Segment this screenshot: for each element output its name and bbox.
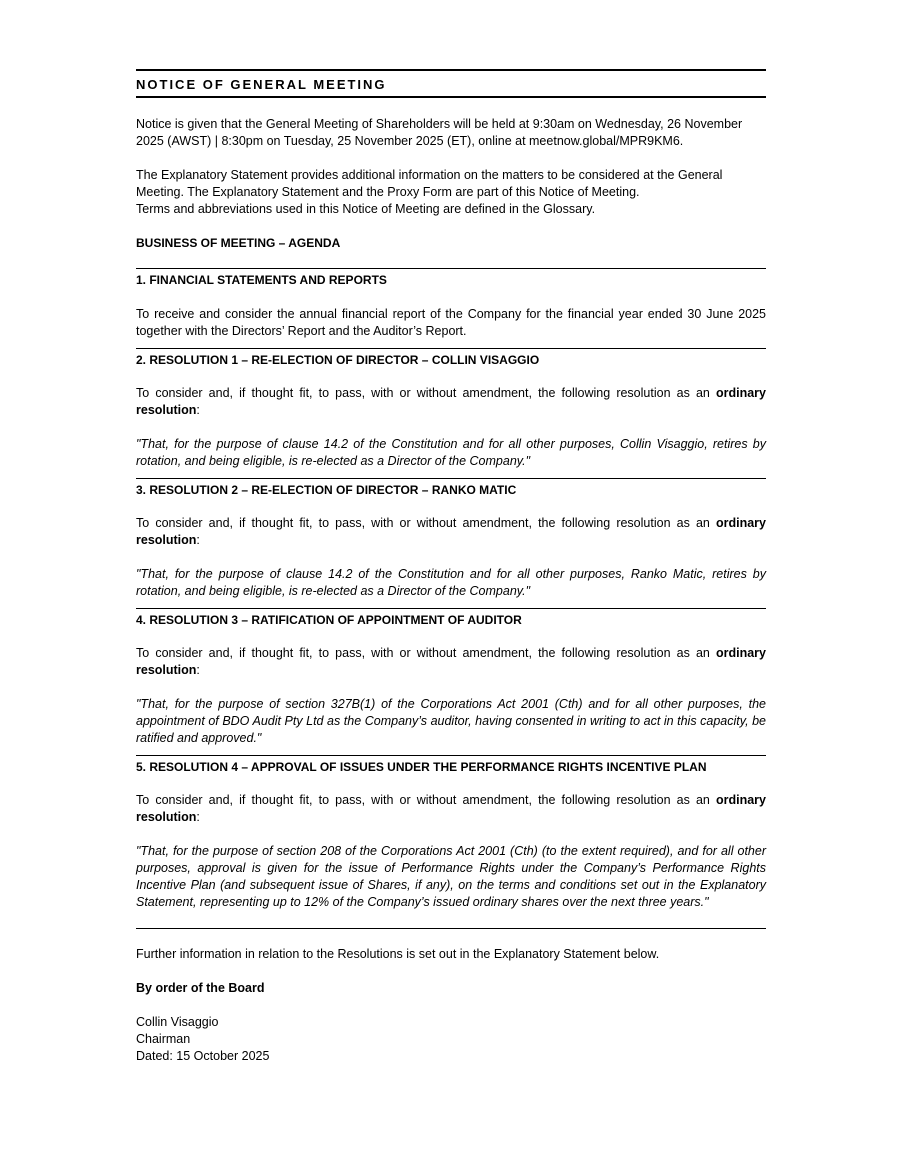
resolution-type: ordinary resolution <box>136 516 766 547</box>
resolution-type: ordinary resolution <box>136 386 766 417</box>
resolution-type: ordinary resolution <box>136 646 766 677</box>
resolution-text: "That, for the purpose of section 208 of the Corporations Act 2001 (Cth) (to the extent required), and for all other purposes, approval is given for the issue of Performance Rights under the Company’s Performance Rights Incentive Plan (and subsequent issue of Shares, if any), on the terms and conditions set out in the Explanatory Statement, representing up to 12% of the Company’s issued ordinary shares over the next three years." <box>136 844 766 909</box>
explanatory-paragraph <box>136 167 766 218</box>
section-heading: 5. RESOLUTION 4 – APPROVAL OF ISSUES UNDER THE PERFORMANCE RIGHTS INCENTIVE PLAN <box>136 755 766 776</box>
signatory-name: Collin Visaggio <box>136 1015 219 1029</box>
section-heading: 1. FINANCIAL STATEMENTS AND REPORTS <box>136 268 766 289</box>
lead-text: To consider and, if thought fit, to pass, with or without amendment, the following resolution as an <box>136 793 716 807</box>
section-heading: 3. RESOLUTION 2 – RE-ELECTION OF DIRECTOR – RANKO MATIC <box>136 478 766 499</box>
section-heading: 4. RESOLUTION 3 – RATIFICATION OF APPOINTMENT OF AUDITOR <box>136 608 766 629</box>
agenda-item-1 <box>136 268 766 340</box>
meeting-details-paragraph: Notice is given that the General Meeting of Shareholders will be held at 9:30am on Wednesday, 26 November 2025 (AWST) | 8:30pm on Tuesday, 25 November 2025 (ET), online at meetnow.global/MPR9KM6. <box>136 117 743 148</box>
glossary-text: Terms and abbreviations used in this Notice of Meeting are defined in the Glossary. <box>136 202 596 216</box>
resolution-lead <box>136 515 766 549</box>
signatory-role: Chairman <box>136 1032 191 1046</box>
section-body: To receive and consider the annual financial report of the Company for the financial year ended 30 June 2025 together with the Directors’ Report and the Auditor’s Report. <box>136 307 766 338</box>
notice-title: NOTICE OF GENERAL MEETING <box>136 69 766 98</box>
resolution-text: "That, for the purpose of section 327B(1) of the Corporations Act 2001 (Cth) and for all other purposes, the appointment of BDO Audit Pty Ltd as the Company’s auditor, having consented in writing to act in this capacity, be ratified and approved." <box>136 697 766 745</box>
further-info-text: Further information in relation to the Resolutions is set out in the Explanatory Statement below. <box>136 947 660 961</box>
agenda-item-3 <box>136 478 766 600</box>
notice-page <box>136 69 766 1065</box>
agenda-item-4 <box>136 608 766 747</box>
resolution-lead <box>136 385 766 419</box>
resolution-lead <box>136 792 766 826</box>
lead-text: To consider and, if thought fit, to pass, with or without amendment, the following resolution as an <box>136 646 716 660</box>
section-heading: 2. RESOLUTION 1 – RE-ELECTION OF DIRECTOR – COLLIN VISAGGIO <box>136 348 766 369</box>
explanatory-text: The Explanatory Statement provides additional information on the matters to be considered at the General Meeting. The Explanatory Statement and the Proxy Form are part of this Notice of Meeting. <box>136 168 723 199</box>
signature-block <box>136 1014 766 1065</box>
resolution-text: "That, for the purpose of clause 14.2 of the Constitution and for all other purposes, Ranko Matic, retires by rotation, and being eligible, is re-elected as a Director of the Company." <box>136 567 766 598</box>
closing-divider <box>136 928 766 929</box>
resolution-type: ordinary resolution <box>136 793 766 824</box>
lead-end: : <box>196 403 200 417</box>
lead-text: To consider and, if thought fit, to pass, with or without amendment, the following resolution as an <box>136 516 716 530</box>
lead-text: To consider and, if thought fit, to pass, with or without amendment, the following resolution as an <box>136 386 716 400</box>
agenda-heading: BUSINESS OF MEETING – AGENDA <box>136 236 341 250</box>
agenda-item-2 <box>136 348 766 470</box>
resolution-text: "That, for the purpose of clause 14.2 of the Constitution and for all other purposes, Collin Visaggio, retires by rotation, and being eligible, is re-elected as a Director of the Company." <box>136 437 766 468</box>
dated-text: Dated: 15 October 2025 <box>136 1049 270 1063</box>
lead-end: : <box>196 533 200 547</box>
lead-end: : <box>196 663 200 677</box>
by-order-text: By order of the Board <box>136 981 265 995</box>
resolution-lead <box>136 645 766 679</box>
lead-end: : <box>196 810 200 824</box>
agenda-item-5 <box>136 755 766 911</box>
